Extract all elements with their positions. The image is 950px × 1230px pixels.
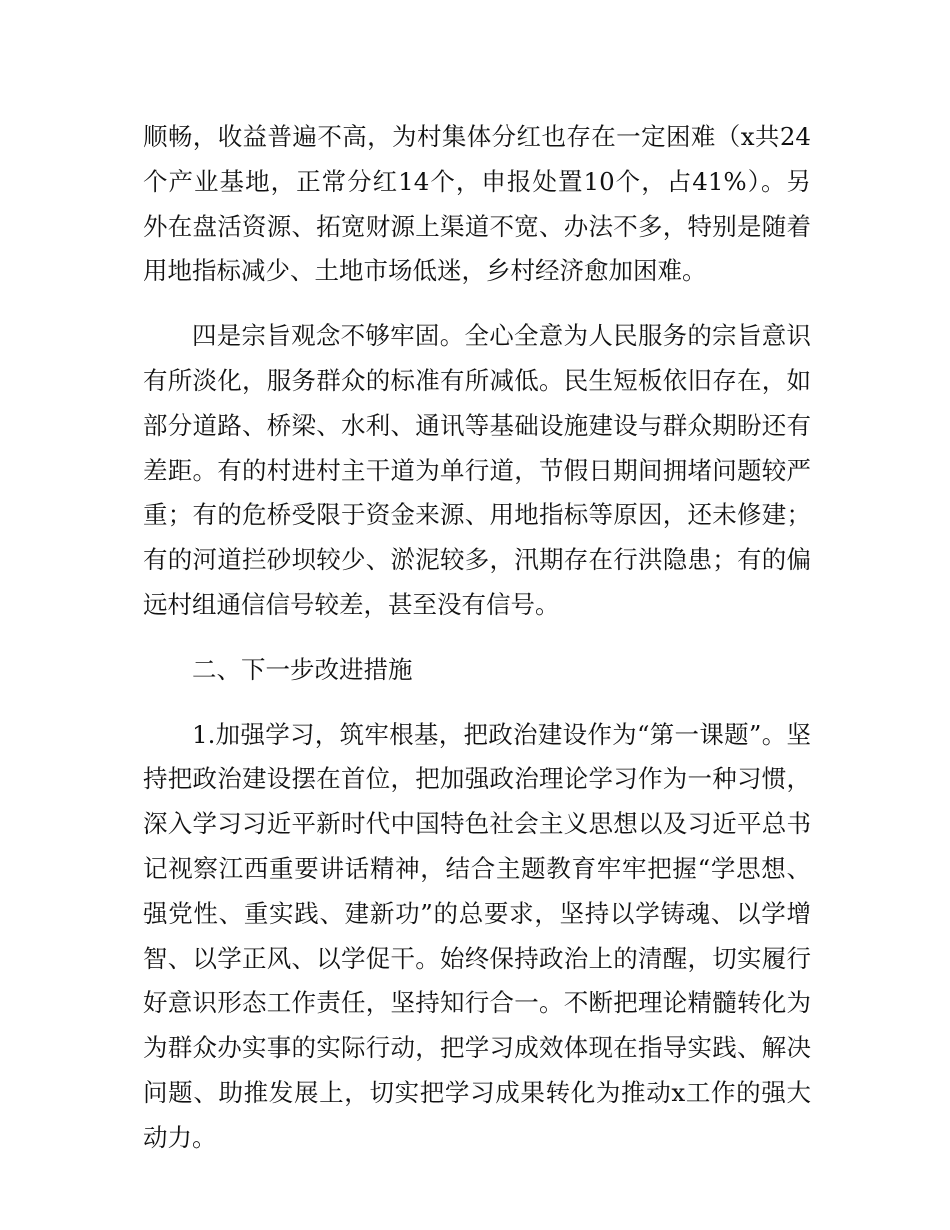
paragraph-continued-income: 顺畅，收益普遍不高，为村集体分红也存在一定困难（x共24个产业基地，正常分红14个，申报处置10个，占41%）。另外在盘活资源、拓宽财源上渠道不宽、办法不多，特别是随着用地指标减少、土地市场低迷，乡村经济愈加困难。 [143, 122, 811, 286]
paragraph-purpose-awareness: 四是宗旨观念不够牢固。全心全意为人民服务的宗旨意识有所淡化，服务群众的标准有所减低。民生短板依旧存在，如部分道路、桥梁、水利、通讯等基础设施建设与群众期盼还有差距。有的村进村主干道为单行道，节假日期间拥堵问题较严重；有的危桥受限于资金来源、用地指标等原因，还未修建；有的河道拦砂坝较少、淤泥较多，汛期存在行洪隐患；有的偏远村组通信信号较差，甚至没有信号。 [143, 321, 811, 619]
document-body [143, 115, 811, 1181]
paragraph-strengthen-learning: 1.加强学习，筑牢根基，把政治建设作为“第一课题”。坚持把政治建设摆在首位，把加强政治理论学习作为一种习惯，深入学习习近平新时代中国特色社会主义思想以及习近平总书记视察江西重要讲话精神，结合主题教育牢牢把握“学思想、强党性、重实践、建新功”的总要求，坚持以学铸魂、以学增智、以学正风、以学促干。始终保持政治上的清醒，切实履行好意识形态工作责任，坚持知行合一。不断把理论精髓转化为为群众办实事的实际行动，把学习成效体现在指导实践、解决问题、助推发展上，切实把学习成果转化为推动x工作的强大动力。 [143, 719, 811, 1152]
section-heading-improvement-measures: 二、下一步改进措施 [192, 654, 413, 684]
